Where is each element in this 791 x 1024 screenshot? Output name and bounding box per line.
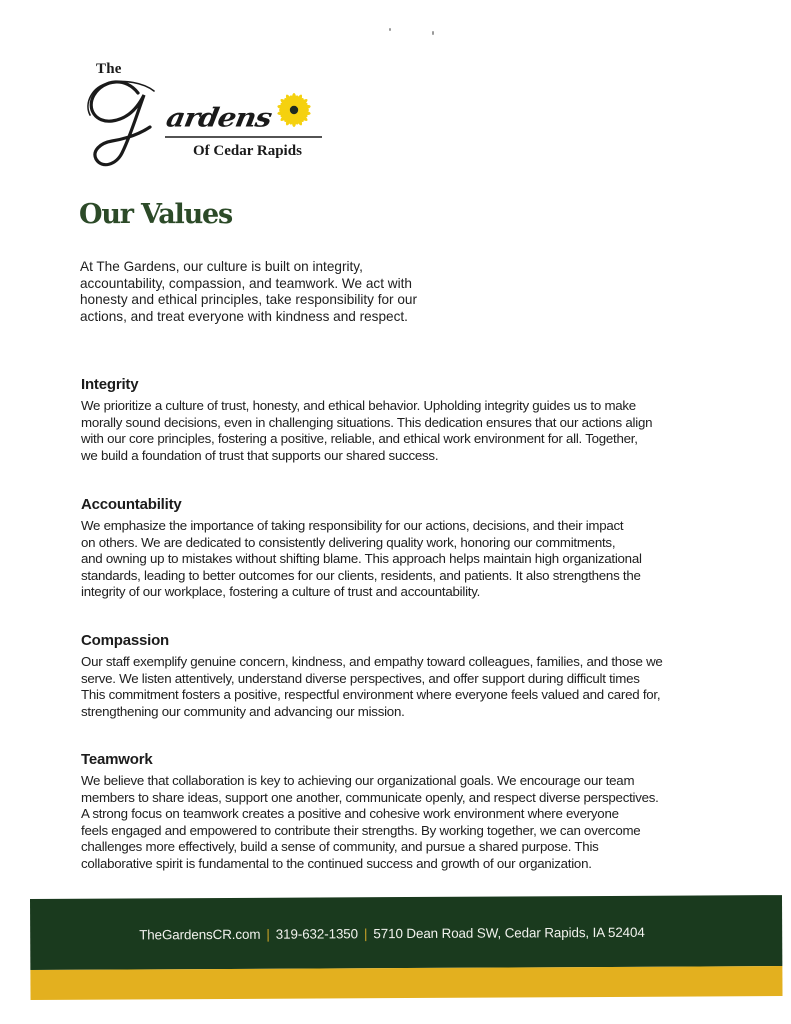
intro-line: At The Gardens, our culture is built on integrity, [80, 259, 363, 274]
logo-the-text: The [96, 61, 122, 77]
body-line: on others. We are dedicated to consistently delivering quality work, honoring our commitments, [81, 534, 616, 550]
body-line: This commitment fosters a positive, respectful environment where everyone feels valued and cared for, [81, 687, 661, 703]
body-line: members to share ideas, support one another, communicate openly, and respect diverse perspectives. [81, 789, 659, 805]
body-line: standards, leading to better outcomes for our clients, residents, and patients. It also strengthens the [81, 567, 641, 583]
section-integrity [81, 376, 652, 464]
body-line: integrity of our workplace, fostering a culture of trust and accountability. [81, 584, 481, 600]
gardens-logo [78, 55, 338, 180]
section-heading: Compassion [81, 632, 170, 649]
section-accountability [81, 496, 642, 601]
section-body [81, 518, 642, 601]
body-line: We believe that collaboration is key to achieving our organizational goals. We encourage our team [81, 773, 635, 788]
logo-script-g [91, 82, 150, 165]
footer-address: 5710 Dean Road SW, Cedar Rapids, IA 52404 [373, 924, 645, 942]
section-heading: Teamwork [81, 751, 153, 768]
body-line: We emphasize the importance of taking responsibility for our actions, decisions, and their impact [81, 518, 624, 533]
footer-website-link[interactable]: TheGardensCR.com [139, 926, 261, 943]
section-body [81, 773, 659, 873]
section-compassion [81, 632, 663, 720]
body-line: morally sound decisions, even in challenging situations. This dedication ensures that our actions align [81, 414, 653, 430]
body-line: serve. We listen attentively, understand diverse perspectives, and offer support during difficult times [81, 670, 640, 686]
flower-icon [277, 93, 311, 127]
footer-contact [139, 925, 645, 943]
footer-separator: | [266, 926, 270, 942]
intro-line: actions, and treat everyone with kindness and respect. [80, 308, 408, 324]
scan-speck [432, 31, 434, 35]
footer-separator: | [363, 926, 368, 942]
body-line: Our staff exemplify genuine concern, kindness, and empathy toward colleagues, families, and those we [81, 654, 663, 669]
logo-subtitle: Of Cedar Rapids [193, 143, 302, 159]
scan-speck [389, 28, 391, 31]
body-line: challenges more effectively, build a sense of community, and pursue a shared purpose. This [81, 839, 599, 855]
logo-script-text: ardens [164, 102, 274, 133]
page-title: Our Values [79, 199, 233, 230]
footer-band [30, 895, 783, 1001]
intro-paragraph [80, 259, 417, 325]
body-line: and owning up to mistakes without shifting blame. This approach helps maintain high organizational [81, 551, 642, 567]
body-line: A strong focus on teamwork creates a positive and cohesive work environment where everyone [81, 806, 619, 822]
body-line: with our core principles, fostering a positive, reliable, and ethical work environment for all. Together, [81, 431, 638, 447]
footer-phone: 319-632-1350 [275, 926, 359, 942]
body-line: We prioritize a culture of trust, honesty, and ethical behavior. Upholding integrity guides us to make [81, 398, 636, 413]
section-body [81, 398, 652, 464]
section-teamwork [81, 751, 659, 873]
footer-gold-band [30, 966, 782, 1000]
section-heading: Accountability [81, 496, 182, 513]
section-heading: Integrity [81, 376, 139, 393]
body-line: strengthening our community and advancing our mission. [81, 703, 405, 719]
intro-line: honesty and ethical principles, take responsibility for our [80, 292, 418, 308]
body-line: we build a foundation of trust that supports our shared success. [81, 447, 439, 463]
intro-line: accountability, compassion, and teamwork. We act with [80, 275, 412, 291]
flower-center [290, 106, 298, 114]
section-body [81, 654, 663, 720]
body-line: collaborative spirit is fundamental to the continued success and growth of our organization. [81, 855, 592, 871]
body-line: feels engaged and empowered to contribute their strengths. By working together, we can overcome [81, 822, 641, 838]
